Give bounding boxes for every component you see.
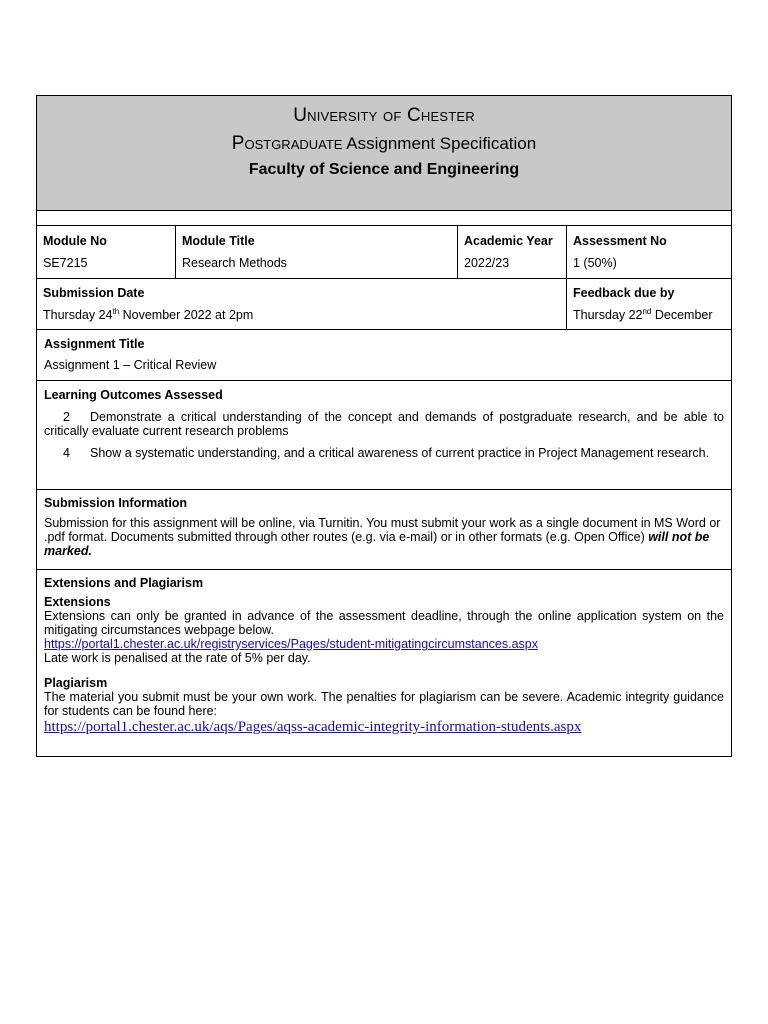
submission-info-body: Submission for this assignment will be online, via Turnitin. You must submit your work as a single document in MS Word or .pdf format. Documents submitted through other routes (e.g. via e-mail) or in other formats (e.g. Open Office) xyxy=(44,516,721,544)
university-name: University of Chester xyxy=(293,105,475,126)
academic-year-cell xyxy=(458,226,567,278)
module-no-label: Module No xyxy=(43,234,107,248)
submission-info-cell xyxy=(37,490,731,569)
academic-year-value: 2022/23 xyxy=(464,256,510,270)
assignment-spec-table xyxy=(36,95,732,757)
plagiarism-heading: Plagiarism xyxy=(44,676,108,690)
assignment-title-row xyxy=(37,330,731,381)
extensions-plagiarism-label: Extensions and Plagiarism xyxy=(44,576,204,590)
faculty-name: Faculty of Science and Engineering xyxy=(248,161,520,178)
submission-info-text xyxy=(44,516,724,558)
submission-info-emphasis: will not be marked. xyxy=(44,530,710,558)
plagiarism-link-line xyxy=(44,718,724,736)
learning-outcomes-row xyxy=(37,381,731,490)
submission-date-value xyxy=(43,307,560,323)
header-spacer xyxy=(37,211,731,226)
extensions-heading: Extensions xyxy=(44,595,111,609)
mitigating-circumstances-link[interactable]: https://portal1.chester.ac.uk/registryservices/Pages/student-mitigatingcircumstances.aspx xyxy=(44,637,538,651)
feedback-suffix: nd xyxy=(642,306,652,316)
assignment-title-value: Assignment 1 – Critical Review xyxy=(44,358,217,372)
module-row xyxy=(37,226,731,279)
feedback-cell xyxy=(567,279,731,329)
plagiarism-text: The material you submit must be your own work. The penalties for plagiarism can be severe. Academic integrity guidance for students can be found here: xyxy=(44,690,724,718)
learning-outcome-text: Demonstrate a critical understanding of the concept and demands of postgraduate research, and be able to critically evaluate current research problems xyxy=(44,410,724,438)
assessment-no-value: 1 (50%) xyxy=(573,256,617,270)
learning-outcome-number: 2 xyxy=(63,410,70,424)
academic-year-label: Academic Year xyxy=(464,234,553,248)
module-no-cell xyxy=(37,226,176,278)
submission-date-cell xyxy=(37,279,567,329)
submission-date-rest: November 2022 at 2pm xyxy=(119,308,254,322)
module-title-label: Module Title xyxy=(182,234,255,248)
extensions-row xyxy=(37,570,731,756)
submission-date-suffix: th xyxy=(112,306,120,316)
submission-date-label: Submission Date xyxy=(43,286,145,300)
module-title-value: Research Methods xyxy=(182,256,287,270)
learning-outcome-text: Show a systematic understanding, and a critical awareness of current practice in Project Management research. xyxy=(90,446,710,460)
assessment-no-label: Assessment No xyxy=(573,234,667,248)
assignment-title-cell xyxy=(37,330,731,380)
learning-outcome-number: 4 xyxy=(63,446,70,460)
feedback-day: Thursday 22 xyxy=(573,308,643,322)
feedback-value xyxy=(573,307,725,323)
postgraduate-label: Postgraduate xyxy=(231,133,343,154)
late-work-text: Late work is penalised at the rate of 5% per day. xyxy=(44,651,311,665)
learning-outcome-item xyxy=(44,410,724,438)
spec-label: Assignment Specification xyxy=(346,134,537,153)
feedback-rest: December xyxy=(651,308,713,322)
submission-info-row xyxy=(37,490,731,570)
extensions-link-line xyxy=(44,637,724,651)
spec-subtitle xyxy=(37,131,731,157)
learning-outcomes-cell xyxy=(37,381,731,489)
extensions-cell xyxy=(37,570,731,756)
learning-outcome-item xyxy=(44,446,724,460)
submission-date-day: Thursday 24 xyxy=(43,308,113,322)
feedback-label: Feedback due by xyxy=(573,286,675,300)
extensions-text: Extensions can only be granted in advance of the assessment deadline, through the online application system on the mitigating circumstances webpage below. xyxy=(44,609,724,637)
module-no-value: SE7215 xyxy=(43,256,88,270)
academic-integrity-link[interactable]: https://portal1.chester.ac.uk/aqs/Pages/aqss-academic-integrity-information-students.aspx xyxy=(44,719,582,735)
module-title-cell xyxy=(176,226,458,278)
dates-row xyxy=(37,279,731,330)
submission-info-label: Submission Information xyxy=(44,496,188,510)
assignment-title-label: Assignment Title xyxy=(44,337,145,351)
learning-outcomes-label: Learning Outcomes Assessed xyxy=(44,388,223,402)
assessment-no-cell xyxy=(567,226,731,278)
spec-header xyxy=(37,96,731,211)
